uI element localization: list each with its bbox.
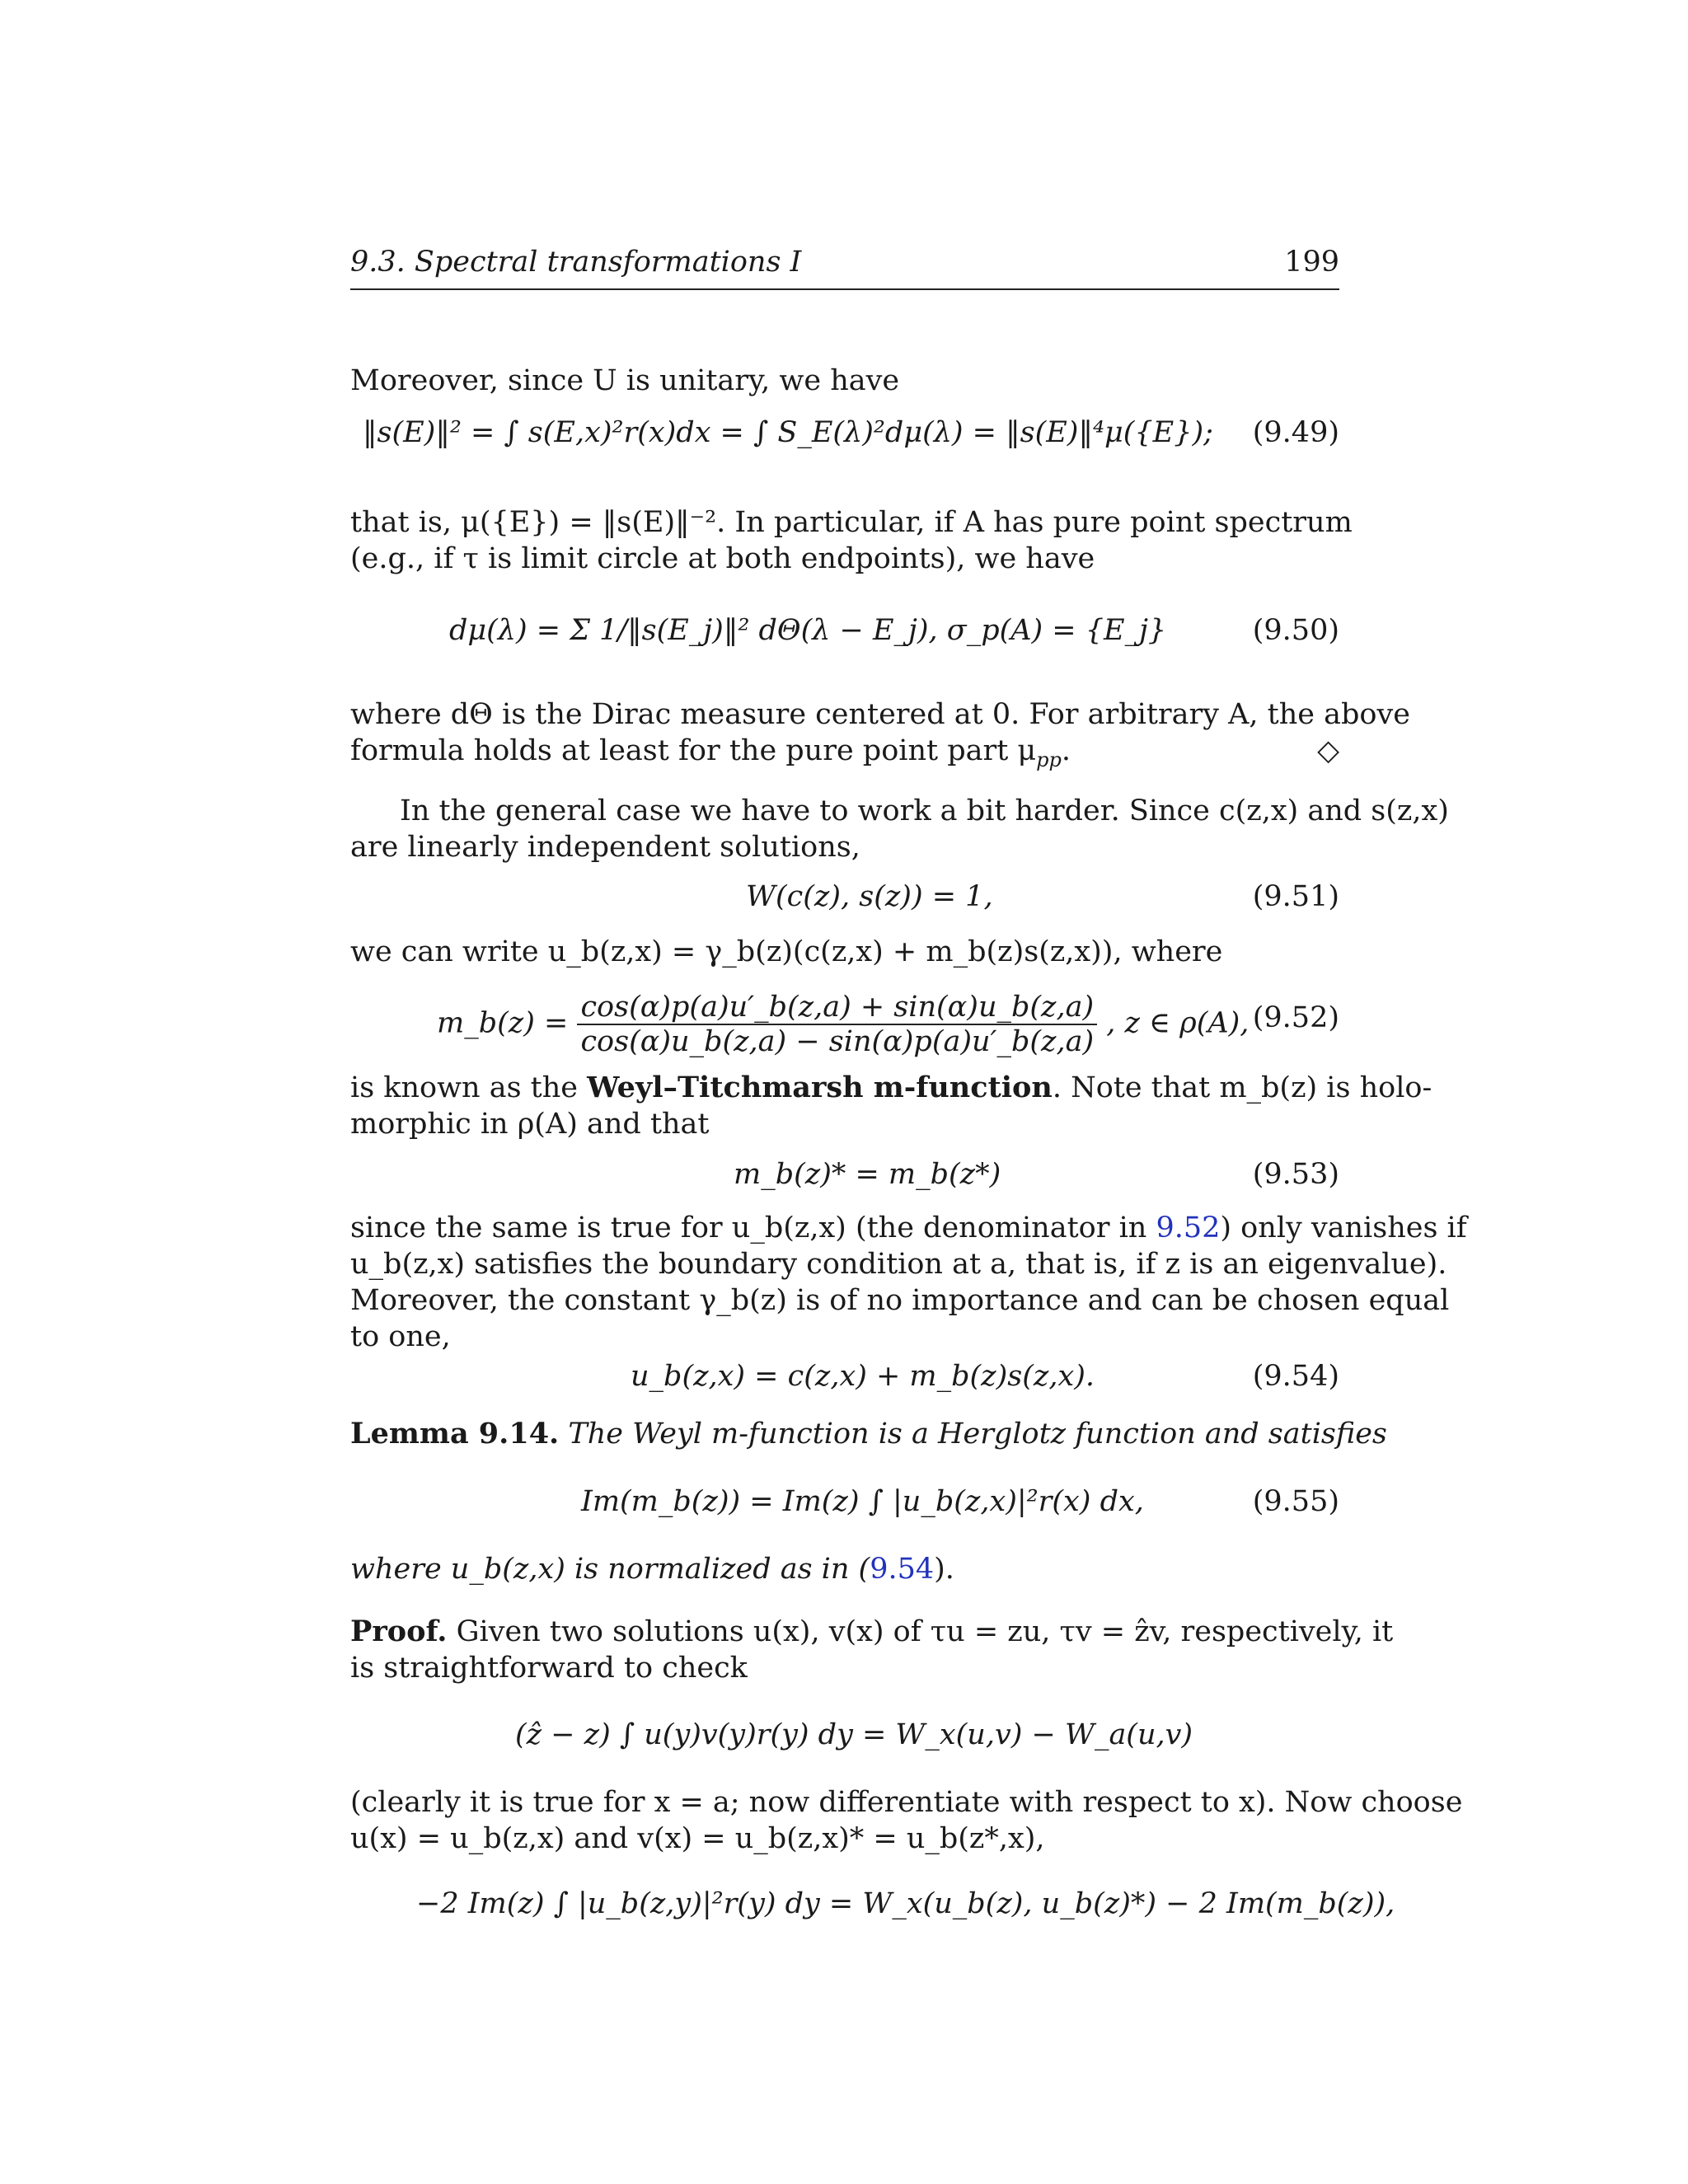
equation-9-52 <box>350 981 1339 1063</box>
text-run: Given two solutions u(x), v(x) of τu = zu, τv = ẑv, respectively, it <box>456 1615 1394 1648</box>
numerator: cos(α)p(a)u′_b(z,a) + sin(α)u_b(z,a) <box>577 991 1097 1025</box>
lemma-text: The Weyl m-function is a Herglotz function and satisfies <box>568 1418 1387 1451</box>
section-title: 9.3. Spectral transformations I <box>350 246 802 279</box>
paragraph-line: that is, μ({E}) = ‖s(E)‖⁻². In particular, if A has pure point spectrum <box>350 506 1353 539</box>
text-run: . Note that m_b(z) is holo- <box>1052 1071 1432 1104</box>
equation-body: ‖s(E)‖² = ∫ s(E,x)²r(x)dx = ∫ S_E(λ)²dμ(λ) = ‖s(E)‖⁴μ({E}); <box>363 416 1213 449</box>
paragraph-line: Moreover, since U is unitary, we have <box>350 364 900 397</box>
equation-body: (ẑ − z) ∫ u(y)v(y)r(y) dy = W_x(u,v) − W_a(u,v) <box>515 1718 1193 1751</box>
paragraph-text: formula holds at least for the pure point part μ <box>350 734 1037 767</box>
paragraph-line: Moreover, the constant γ_b(z) is of no importance and can be chosen equal <box>350 1284 1450 1317</box>
equation-9-50 <box>350 614 1339 680</box>
page-number: 199 <box>1284 246 1339 279</box>
equation-rhs: , z ∈ ρ(A), <box>1106 1006 1250 1040</box>
equation-9-49 <box>350 416 1339 482</box>
equation-number: (9.49) <box>1252 416 1339 449</box>
lemma-label: Lemma 9.14. <box>350 1417 560 1451</box>
equation-reference-link[interactable]: 9.52 <box>1156 1212 1221 1244</box>
equation-body: m_b(z)* = m_b(z*) <box>734 1158 1001 1191</box>
text-run: where u_b(z,x) is normalized as in ( <box>350 1553 870 1586</box>
denominator: cos(α)u_b(z,a) − sin(α)p(a)u′_b(z,a) <box>580 1025 1095 1058</box>
paragraph-line: morphic in ρ(A) and that <box>350 1108 710 1141</box>
proof-line <box>350 1614 1394 1650</box>
paragraph-line: where dΘ is the Dirac measure centered at 0. For arbitrary A, the above <box>350 698 1410 731</box>
text-run: is known as the <box>350 1071 588 1104</box>
equation-number: (9.52) <box>1252 1001 1339 1034</box>
equation-body: u_b(z,x) = c(z,x) + m_b(z)s(z,x). <box>631 1360 1095 1393</box>
equation-body: −2 Im(z) ∫ |u_b(z,y)|²r(y) dy = W_x(u_b(z), u_b(z)*) − 2 Im(m_b(z)), <box>416 1887 1395 1920</box>
equation-9-55 <box>350 1485 1339 1551</box>
paragraph-line: u_b(z,x) satisfies the boundary condition at a, that is, if z is an eigenvalue). <box>350 1248 1447 1281</box>
equation-body <box>437 991 1249 1058</box>
paragraph-line: to one, <box>350 1320 451 1353</box>
paragraph-line <box>350 1070 1432 1106</box>
proof-line: u(x) = u_b(z,x) and v(x) = u_b(z,x)* = u_b(z*,x), <box>350 1822 1045 1855</box>
equation-number: (9.54) <box>1252 1360 1339 1393</box>
lemma-tail <box>350 1551 1339 1587</box>
paragraph-line: In the general case we have to work a bit harder. Since c(z,x) and s(z,x) <box>400 794 1449 827</box>
equation-number: (9.50) <box>1252 614 1339 647</box>
proof-equation-1 <box>350 1718 1339 1784</box>
equation-body: Im(m_b(z)) = Im(z) ∫ |u_b(z,x)|²r(x) dx, <box>581 1485 1144 1518</box>
equation-lhs: m_b(z) = <box>437 1006 569 1040</box>
text-run: ) only vanishes if <box>1220 1212 1467 1244</box>
equation-number: (9.55) <box>1252 1485 1339 1518</box>
paragraph-line-with-marker: formula holds at least for the pure point part $\mu_{pp}$. ◇ <box>350 734 1339 771</box>
text-run: ). <box>934 1553 954 1586</box>
equation-body: W(c(z), s(z)) = 1, <box>746 880 993 913</box>
equation-body: dμ(λ) = Σ 1/‖s(E_j)‖² dΘ(λ − E_j), σ_p(A) = {E_j} <box>449 614 1167 647</box>
equation-number: (9.51) <box>1252 880 1339 913</box>
end-remark-icon: ◇ <box>1317 734 1339 767</box>
equation-number: (9.53) <box>1252 1158 1339 1191</box>
paragraph-line <box>350 1210 1467 1246</box>
defined-term: Weyl–Titchmarsh m-function <box>587 1071 1053 1104</box>
proof-line: (clearly it is true for x = a; now differentiate with respect to x). Now choose <box>350 1786 1463 1819</box>
paragraph-line: are linearly independent solutions, <box>350 831 860 864</box>
equation-reference-link[interactable]: 9.54 <box>870 1553 935 1586</box>
paragraph-line: (e.g., if τ is limit circle at both endpoints), we have <box>350 542 1095 575</box>
running-header <box>350 246 1339 290</box>
proof-line: is straightforward to check <box>350 1652 748 1685</box>
paragraph-line: we can write u_b(z,x) = γ_b(z)(c(z,x) + m_b(z)s(z,x)), where <box>350 935 1223 968</box>
proof-label: Proof. <box>350 1615 448 1648</box>
text-run: since the same is true for u_b(z,x) (the denominator in <box>350 1212 1156 1244</box>
proof-equation-2 <box>350 1887 1395 1953</box>
fraction <box>577 991 1097 1058</box>
lemma-statement <box>350 1416 1387 1452</box>
